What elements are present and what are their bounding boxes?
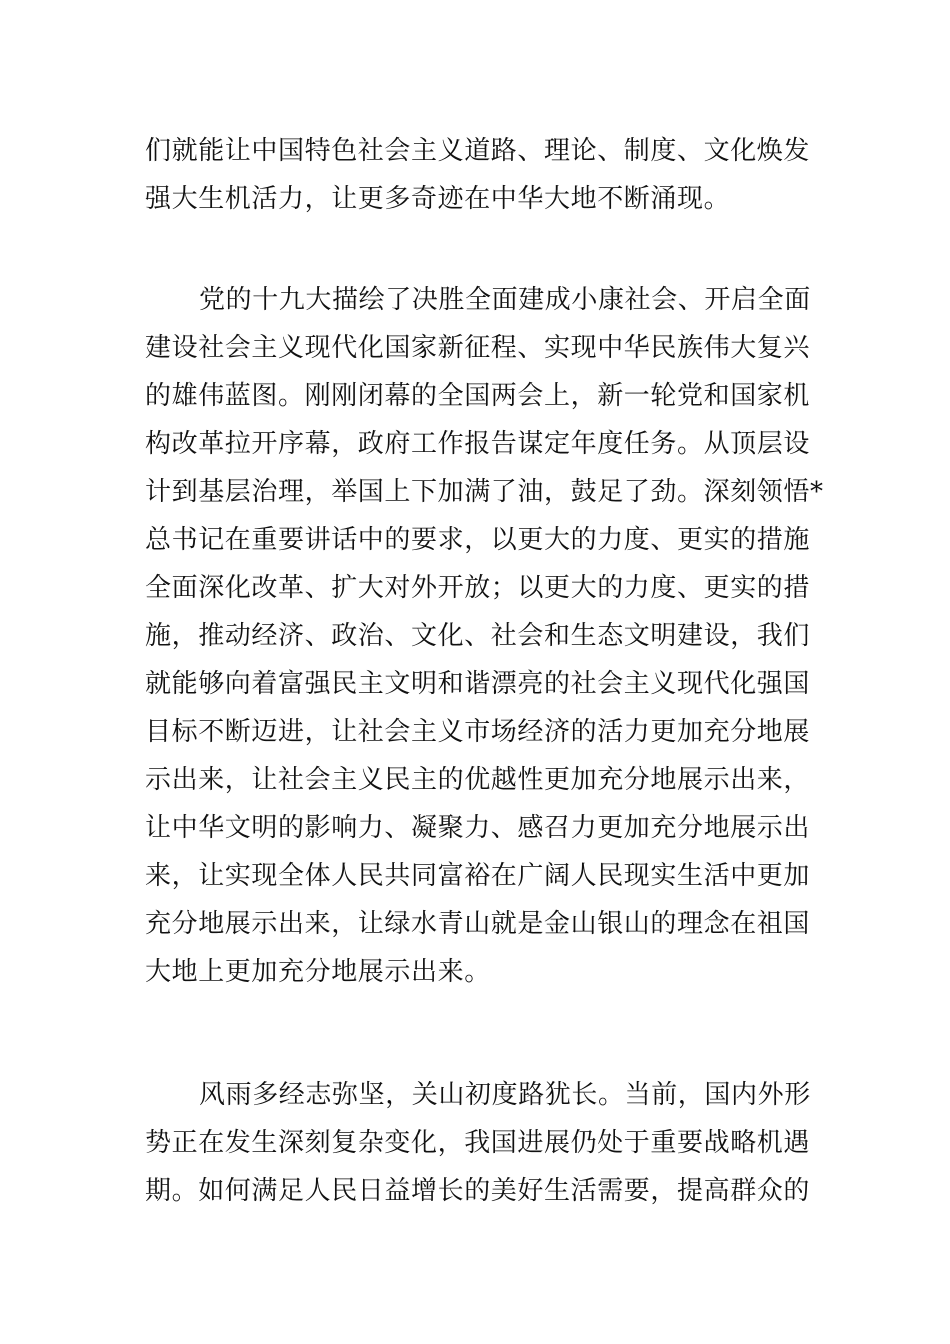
text-line: 总书记在重要讲话中的要求，以更大的力度、更实的措施 [145, 525, 811, 555]
paragraph-outlook [145, 1071, 815, 1215]
text-line: 大地上更加充分地展示出来。 [145, 957, 491, 987]
text-line: 风雨多经志弥坚，关山初度路犹长。当前，国内外形 [199, 1080, 811, 1110]
text-line: 目标不断迈进，让社会主义市场经济的活力更加充分地展 [145, 717, 811, 747]
text-line: 们就能让中国特色社会主义道路、理论、制度、文化焕发 [145, 136, 811, 166]
text-line: 党的十九大描绘了决胜全面建成小康社会、开启全面 [199, 285, 811, 315]
text-line: 充分地展示出来，让绿水青山就是金山银山的理念在祖国 [145, 909, 811, 939]
text-line: 的雄伟蓝图。刚刚闭幕的全国两会上，新一轮党和国家机 [145, 381, 811, 411]
text-line: 施，推动经济、政治、文化、社会和生态文明建设，我们 [145, 621, 811, 651]
text-line: 势正在发生深刻复杂变化，我国进展仍处于重要战略机遇 [145, 1128, 811, 1158]
text-line: 强大生机活力，让更多奇迹在中华大地不断涌现。 [145, 184, 731, 214]
paragraph-continuation [145, 127, 815, 223]
text-line: 构改革拉开序幕，政府工作报告谋定年度任务。从顶层设 [145, 429, 811, 459]
text-line: 期。如何满足人民日益增长的美好生活需要，提高群众的 [145, 1176, 811, 1206]
paragraph-reform [145, 276, 824, 996]
text-line: 计到基层治理，举国上下加满了油，鼓足了劲。深刻领悟* [145, 477, 824, 507]
text-line: 就能够向着富强民主文明和谐漂亮的社会主义现代化强国 [145, 669, 811, 699]
text-line: 来，让实现全体人民共同富裕在广阔人民现实生活中更加 [145, 861, 811, 891]
text-line: 示出来，让社会主义民主的优越性更加充分地展示出来， [145, 765, 811, 795]
text-line: 建设社会主义现代化国家新征程、实现中华民族伟大复兴 [145, 333, 811, 363]
text-line: 全面深化改革、扩大对外开放；以更大的力度、更实的措 [145, 573, 811, 603]
text-line: 让中华文明的影响力、凝聚力、感召力更加充分地展示出 [145, 813, 811, 843]
